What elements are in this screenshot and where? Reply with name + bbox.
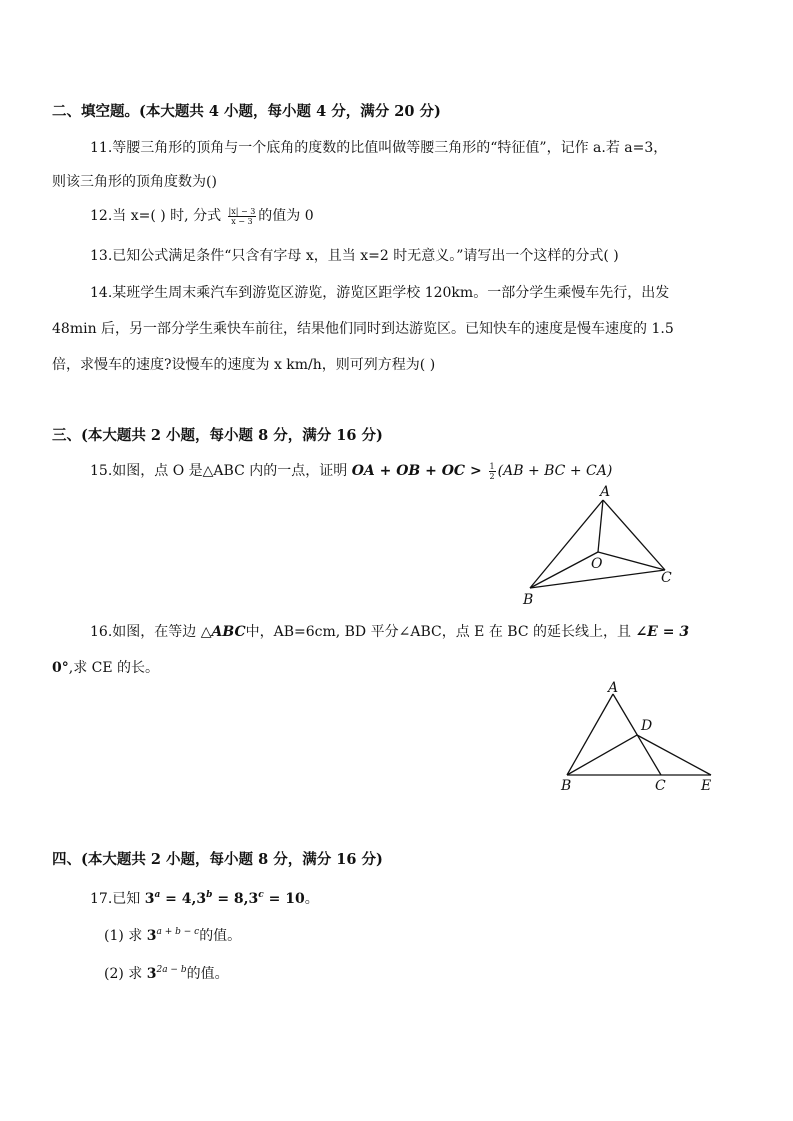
- label-c: C: [661, 570, 672, 586]
- fraction-numerator: 1: [489, 461, 495, 471]
- section-4-heading: 四、(本大题共 2 小题，每小题 8 分，满分 16 分): [52, 851, 383, 868]
- question-17-end: 。: [304, 891, 319, 907]
- label-e: E: [701, 778, 712, 794]
- section-2-heading: 二、填空题。(本大题共 4 小题，每小题 4 分，满分 20 分): [52, 103, 441, 120]
- question-16-ask: ,求 CE 的长。: [68, 660, 160, 676]
- question-14-line-2: 48min 后，另一部分学生乘快车前往，结果他们同时到达游览区。已知快车的速度是慢车速度的 1.5: [52, 321, 674, 337]
- part-2-tail: 的值。: [186, 966, 229, 982]
- question-12-tail: 的值为 0: [258, 208, 314, 224]
- question-12-fraction: [228, 207, 257, 226]
- question-16-triangle: △ABC: [200, 624, 246, 640]
- question-16-line-2: [52, 658, 159, 678]
- equation-2: $3^b = 8$,: [196, 890, 249, 907]
- part-2-label: (2) 求: [104, 966, 147, 982]
- label-a: A: [600, 484, 611, 500]
- question-15-inequality-right: (AB + BC + CA): [497, 463, 613, 479]
- question-17-part-1: [104, 926, 241, 948]
- segment-oc: [598, 552, 665, 570]
- edge-ac: [603, 500, 665, 570]
- label-c: C: [655, 778, 666, 794]
- question-15: [90, 461, 612, 481]
- question-16-angle-cont: 0°: [52, 660, 69, 676]
- label-a: A: [608, 680, 619, 696]
- question-15-text: 15.如图，点 O 是△ABC 内的一点，证明: [90, 463, 352, 479]
- label-b: B: [561, 778, 572, 794]
- question-14-line-1: 14.某班学生周末乘汽车到游览区游览，游览区距学校 120km。一部分学生乘慢车先行，出发: [90, 285, 670, 301]
- question-13: 13.已知公式满足条件“只含有字母 x，且当 x=2 时无意义。”请写出一个这样的分式( ): [90, 248, 619, 264]
- question-16-text: 16.如图，在等边: [90, 624, 201, 640]
- edge-bc: [530, 570, 665, 588]
- question-15-half: [489, 462, 496, 481]
- label-d: D: [641, 718, 653, 734]
- segment-oa: [598, 500, 603, 552]
- equation-1: $3^a = 4$,: [144, 890, 197, 907]
- part-2-expression: $3^{2a - b}$: [146, 965, 187, 982]
- question-17: [90, 889, 319, 911]
- question-17-part-2: [104, 964, 229, 986]
- part-1-expression: $3^{a + b - c}$: [146, 927, 200, 944]
- question-16-angle: ∠E = 3: [635, 624, 690, 640]
- part-1-label: (1) 求: [104, 928, 147, 944]
- equation-3: $3^c = 10$: [248, 890, 305, 907]
- question-17-text: 17.已知: [90, 891, 145, 907]
- edge-ab: [530, 500, 603, 588]
- edge-ac: [613, 694, 661, 775]
- part-1-tail: 的值。: [199, 928, 242, 944]
- question-11-line-1: 11.等腰三角形的顶角与一个底角的度数的比值叫做等腰三角形的“特征值”，记作 a.若 a=3，: [90, 140, 668, 156]
- question-11-line-2: 则该三角形的顶角度数为(): [52, 174, 217, 190]
- question-12-text: 12.当 x=( ) 时, 分式: [90, 208, 226, 224]
- question-14-line-3: 倍，求慢车的速度?设慢车的速度为 x km/h，则可列方程为( ): [52, 357, 436, 373]
- fraction-denominator: 2: [489, 471, 495, 481]
- question-15-inequality-left: OA + OB + OC >: [351, 463, 487, 479]
- question-12: [90, 206, 314, 226]
- question-16-condition: 中，AB=6cm, BD 平分∠ABC，点 E 在 BC 的延长线上，且: [245, 624, 636, 640]
- segment-bd: [567, 735, 637, 775]
- fraction-numerator: |x| − 3: [228, 206, 256, 216]
- segment-de: [637, 735, 711, 775]
- fraction-denominator: x − 3: [231, 216, 253, 226]
- question-16-line-1: [90, 622, 689, 642]
- label-o: O: [591, 556, 603, 572]
- section-3-heading: 三、(本大题共 2 小题，每小题 8 分，满分 16 分): [52, 427, 383, 444]
- label-b: B: [523, 592, 534, 608]
- edge-ab: [567, 694, 613, 775]
- segment-ob: [530, 552, 598, 588]
- figure-triangle-abc-point-o: [515, 480, 685, 610]
- figure-equilateral-triangle: [555, 680, 725, 798]
